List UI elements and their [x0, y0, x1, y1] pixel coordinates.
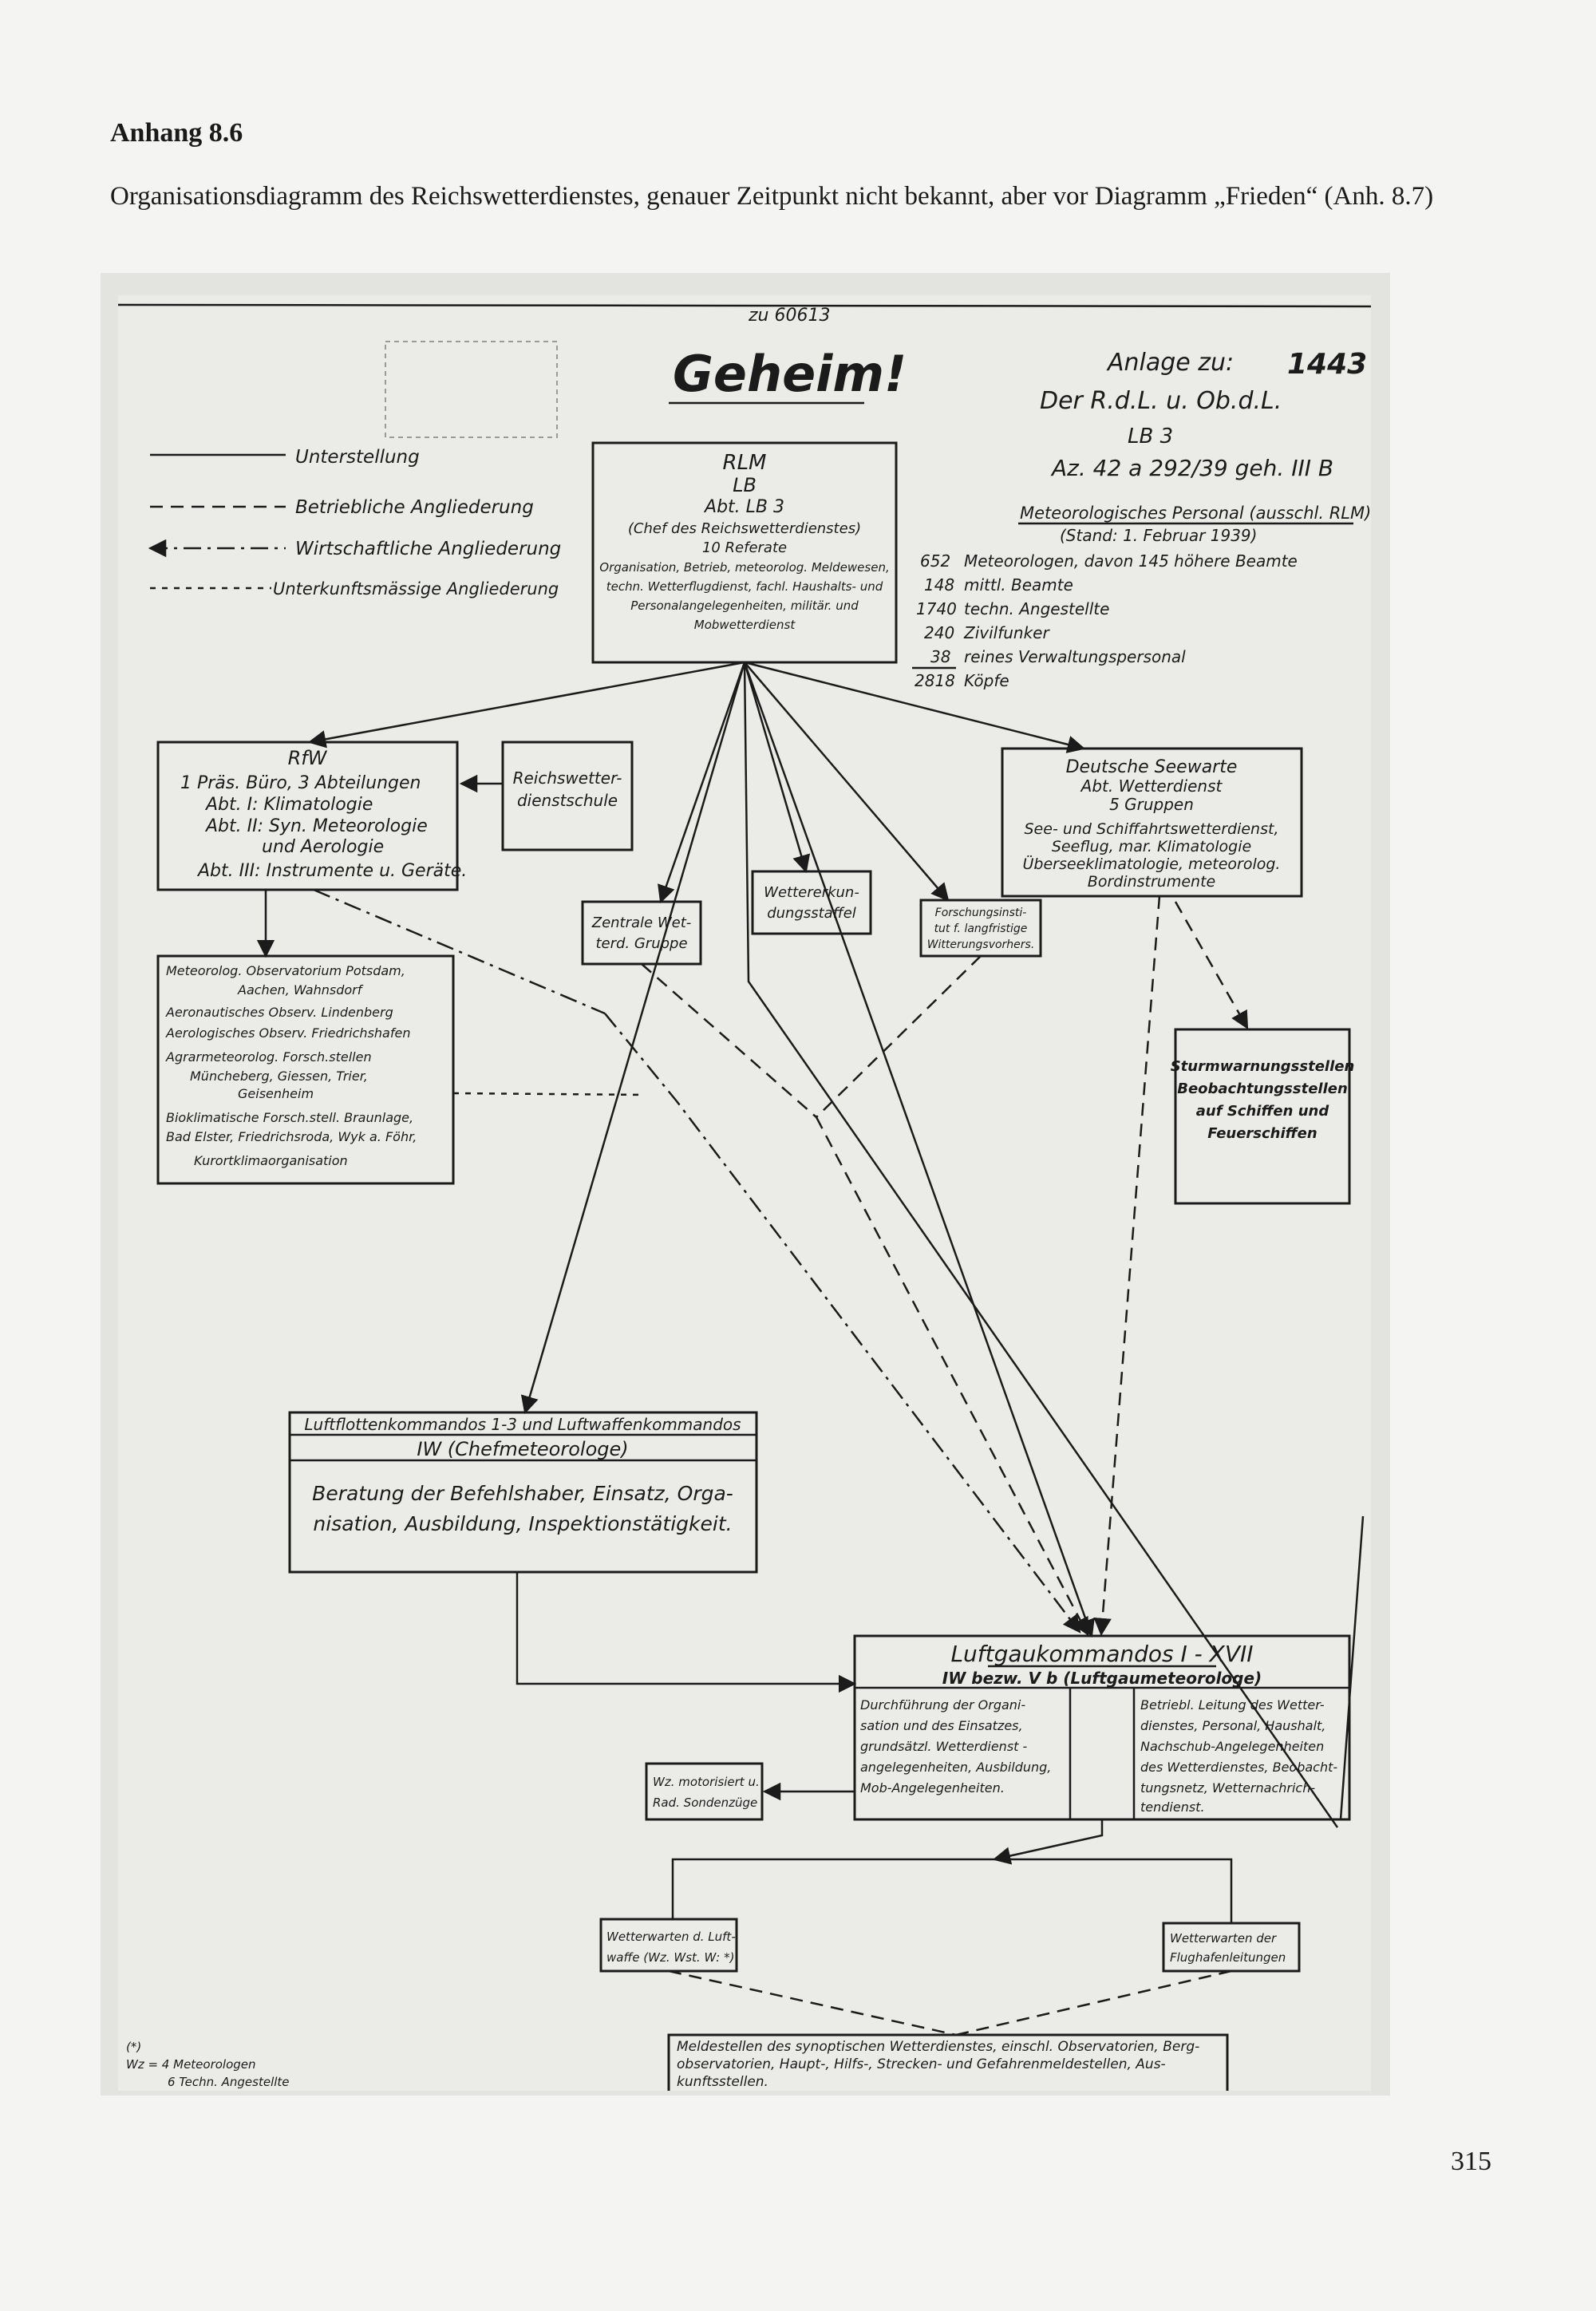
svg-text:terd. Gruppe: terd. Gruppe	[595, 935, 688, 952]
svg-text:Köpfe: Köpfe	[964, 671, 1009, 690]
svg-text:1740: 1740	[916, 599, 957, 618]
svg-text:IW (Chefmeteorologe): IW (Chefmeteorologe)	[417, 1438, 629, 1460]
svg-text:mittl. Beamte: mittl. Beamte	[964, 575, 1073, 595]
svg-text:Wetterwarten der: Wetterwarten der	[1170, 1931, 1277, 1946]
svg-text:5 Gruppen: 5 Gruppen	[1109, 795, 1194, 814]
svg-text:Wetterwarten d. Luft-: Wetterwarten d. Luft-	[606, 1930, 736, 1944]
line-rlm-zentrale	[661, 662, 745, 902]
svg-text:Mobwetterdienst: Mobwetterdienst	[693, 618, 796, 632]
svg-text:Witterungsvorhers.: Witterungsvorhers.	[926, 938, 1035, 951]
svg-text:Reichswetter-: Reichswetter-	[512, 768, 622, 788]
document-top-rule	[118, 305, 1371, 306]
svg-text:Beobachtungsstellen: Beobachtungsstellen	[1177, 1080, 1348, 1097]
svg-text:148: 148	[924, 575, 955, 595]
svg-text:Aeronautisches Observ. Lindenb: Aeronautisches Observ. Lindenberg	[166, 1005, 393, 1020]
svg-text:Bordinstrumente: Bordinstrumente	[1087, 873, 1216, 891]
luftgau-title: Luftgaukommandos I - XVII	[950, 1641, 1254, 1667]
svg-text:Forschungsinsti-: Forschungsinsti-	[934, 907, 1027, 919]
legend-label-wirtschaftlich: Wirtschaftliche Angliederung	[295, 539, 562, 559]
organization-diagram	[118, 295, 1371, 2091]
svg-text:Müncheberg, Giessen, Trier,: Müncheberg, Giessen, Trier,	[190, 1069, 368, 1084]
svg-text:dienstes, Personal, Haushalt,: dienstes, Personal, Haushalt,	[1140, 1718, 1326, 1733]
line-bracket-wetterwarten	[673, 1859, 1231, 1923]
wettererkundungsstaffel-box	[753, 871, 871, 934]
file-mark: zu 60613	[749, 306, 831, 326]
svg-text:Nachschub-Angelegenheiten: Nachschub-Angelegenheiten	[1140, 1739, 1325, 1754]
sondenzuege-box	[646, 1764, 762, 1819]
legend-label-betrieblich: Betriebliche Angliederung	[295, 497, 534, 518]
rfw-box	[158, 742, 467, 890]
svg-text:nisation, Ausbildung, Inspekti: nisation, Ausbildung, Inspektionstätigkeit.	[313, 1512, 733, 1535]
svg-text:tungsnetz, Wetternachrich-: tungsnetz, Wetternachrich-	[1140, 1780, 1316, 1795]
rlm-box	[593, 443, 896, 662]
svg-text:Meldestellen des synoptischen: Meldestellen des synoptischen Wetterdienstes, einschl. Observatorien, Berg-	[677, 2039, 1200, 2055]
line-rlm-forschung	[745, 662, 948, 900]
svg-text:Feuerschiffen: Feuerschiffen	[1207, 1125, 1317, 1142]
svg-text:Abt. LB 3: Abt. LB 3	[705, 497, 784, 517]
svg-text:(Chef des Reichswetterdienstes: (Chef des Reichswetterdienstes)	[627, 520, 862, 537]
svg-text:auf Schiffen und: auf Schiffen und	[1195, 1103, 1329, 1120]
figure-caption: Organisationsdiagramm des Reichswetterdienstes, genauer Zeitpunkt nicht bekannt, aber vor Diagramm „Frieden“ (Anh. 8.7)	[110, 182, 1434, 211]
svg-text:Aerologisches Observ. Friedric: Aerologisches Observ. Friedrichshafen	[166, 1025, 411, 1041]
svg-text:38: 38	[930, 647, 951, 666]
svg-text:LB: LB	[733, 474, 757, 496]
zentrale-gruppe-box	[583, 902, 701, 964]
sturmwarnung-box	[1171, 1029, 1355, 1203]
legend-label-unterkunft: Unterkunftsmässige Angliederung	[273, 579, 559, 598]
svg-text:Meteorologen, davon 145 höhere: Meteorologen, davon 145 höhere Beamte	[964, 551, 1298, 571]
personnel-table	[912, 504, 1371, 690]
svg-text:observatorien, Haupt-, Hilfs-,: observatorien, Haupt-, Hilfs-, Strecken- und Gefahrenmeldestellen, Aus-	[677, 2056, 1166, 2072]
svg-text:techn. Wetterflugdienst, fachl: techn. Wetterflugdienst, fachl. Haushalts- und	[606, 579, 883, 594]
svg-text:und Aerologie: und Aerologie	[262, 837, 385, 857]
svg-text:10 Referate: 10 Referate	[701, 539, 788, 556]
svg-text:Abt. I: Klimatologie: Abt. I: Klimatologie	[206, 795, 373, 815]
svg-text:waffe (Wz. Wst. W: *): waffe (Wz. Wst. W: *)	[606, 1950, 735, 1965]
forschungsinstitut-box	[921, 900, 1041, 956]
line-observ-unterkunft	[453, 1093, 645, 1095]
svg-text:Organisation, Betrieb, meteoro: Organisation, Betrieb, meteorolog. Meldewesen,	[599, 560, 890, 575]
svg-text:tut f. langfristige: tut f. langfristige	[934, 922, 1028, 935]
personnel-rows	[912, 551, 1298, 690]
svg-text:tendienst.: tendienst.	[1140, 1799, 1205, 1815]
svg-text:Bioklimatische Forsch.stell. B: Bioklimatische Forsch.stell. Braunlage,	[166, 1110, 414, 1125]
luftflottenkommandos-box	[290, 1412, 757, 1572]
line-seewarte-luftgau	[1101, 896, 1159, 1634]
svg-text:Der R.d.L. u. Ob.d.L.: Der R.d.L. u. Ob.d.L.	[1040, 387, 1282, 415]
svg-text:Seeflug, mar. Klimatologie: Seeflug, mar. Klimatologie	[1051, 838, 1252, 855]
svg-text:RLM: RLM	[722, 451, 767, 475]
wetterdienstschule-box	[503, 742, 632, 850]
svg-text:Aachen, Wahnsdorf: Aachen, Wahnsdorf	[238, 982, 362, 997]
svg-text:Abt. Wetterdienst: Abt. Wetterdienst	[1080, 776, 1223, 796]
secret-stamp: Geheim!	[673, 345, 907, 403]
svg-text:Zivilfunker: Zivilfunker	[964, 623, 1049, 642]
svg-text:1 Präs. Büro, 3 Abteilungen: 1 Präs. Büro, 3 Abteilungen	[180, 773, 421, 793]
svg-text:Abt. II: Syn. Meteorologie: Abt. II: Syn. Meteorologie	[206, 816, 428, 836]
seewarte-box	[1002, 749, 1302, 896]
svg-text:Az. 42 a 292/39 geh. III B: Az. 42 a 292/39 geh. III B	[1052, 455, 1334, 481]
svg-text:Rad. Sondenzüge: Rad. Sondenzüge	[653, 1795, 758, 1810]
received-stamp	[385, 342, 557, 437]
scanned-document	[101, 273, 1390, 2096]
svg-text:240: 240	[924, 623, 955, 642]
legend	[150, 447, 561, 598]
svg-text:LB 3: LB 3	[1128, 425, 1174, 448]
personnel-title: Meteorologisches Personal (ausschl. RLM)	[1020, 504, 1371, 523]
svg-text:Durchführung der Organi-: Durchführung der Organi-	[860, 1697, 1026, 1713]
svg-text:grundsätzl. Wetterdienst -: grundsätzl. Wetterdienst -	[860, 1739, 1028, 1754]
svg-text:techn. Angestellte: techn. Angestellte	[964, 599, 1110, 618]
svg-text:Abt. III: Instrumente u. Gerät: Abt. III: Instrumente u. Geräte.	[198, 861, 468, 881]
svg-text:See- und Schiffahrtswetterdien: See- und Schiffahrtswetterdienst,	[1024, 820, 1279, 838]
svg-text:Sturmwarnungsstellen: Sturmwarnungsstellen	[1170, 1058, 1355, 1075]
svg-text:kunftsstellen.: kunftsstellen.	[677, 2074, 768, 2090]
legend-label-unterstellung: Unterstellung	[295, 447, 420, 468]
personnel-date: (Stand: 1. Februar 1939)	[1060, 526, 1258, 545]
svg-text:Deutsche Seewarte: Deutsche Seewarte	[1065, 757, 1238, 777]
svg-text:angelegenheiten, Ausbildung,: angelegenheiten, Ausbildung,	[860, 1760, 1052, 1775]
svg-text:Luftflottenkommandos 1-3 und L: Luftflottenkommandos 1-3 und Luftwaffenkommandos	[304, 1415, 741, 1434]
svg-text:Anlage zu:: Anlage zu:	[1108, 349, 1235, 377]
footnote	[126, 2040, 290, 2089]
svg-text:Überseeklimatologie, meteorolo: Überseeklimatologie, meteorolog.	[1022, 855, 1281, 873]
wetterwarten-flughafen-box	[1163, 1923, 1299, 1971]
line-join-luftgau	[816, 1117, 1088, 1634]
line-luftgau-down	[994, 1819, 1102, 1859]
luftgaukommandos-box	[855, 1636, 1349, 1819]
svg-text:Beratung der Befehlshaber, Ein: Beratung der Befehlshaber, Einsatz, Orga-	[312, 1482, 733, 1505]
svg-text:dienstschule: dienstschule	[516, 791, 618, 810]
line-ww-lw-melde	[669, 1971, 956, 2035]
svg-text:des Wetterdienstes, Beobacht-: des Wetterdienstes, Beobacht-	[1140, 1760, 1338, 1775]
svg-text:Betriebl. Leitung des Wetter-: Betriebl. Leitung des Wetter-	[1140, 1697, 1325, 1713]
svg-text:652: 652	[920, 551, 951, 571]
svg-text:Bad Elster, Friedrichsroda, Wy: Bad Elster, Friedrichsroda, Wyk a. Föhr,	[166, 1129, 417, 1144]
svg-text:dungsstaffel: dungsstaffel	[767, 905, 856, 922]
svg-text:6 Techn. Angestellte: 6 Techn. Angestellte	[168, 2075, 290, 2089]
svg-text:Wz. motorisiert u.: Wz. motorisiert u.	[653, 1775, 760, 1789]
svg-text:RfW: RfW	[287, 747, 327, 769]
luftgau-subtitle: IW bezw. V b (Luftgaumeteorologe)	[942, 1669, 1262, 1688]
svg-text:(*): (*)	[126, 2040, 142, 2054]
number-stamp: 1443	[1287, 348, 1368, 381]
svg-text:Agrarmeteorolog. Forsch.stelle: Agrarmeteorolog. Forsch.stellen	[166, 1049, 372, 1065]
svg-text:Meteorolog. Observatorium Pots: Meteorolog. Observatorium Potsdam,	[166, 963, 405, 978]
wetterwarten-luftwaffe-box	[601, 1919, 737, 1971]
page-number: 315	[1451, 2147, 1491, 2176]
svg-text:reines Verwaltungspersonal: reines Verwaltungspersonal	[964, 647, 1186, 666]
svg-text:Mob-Angelegenheiten.: Mob-Angelegenheiten.	[860, 1780, 1005, 1795]
line-rlm-erkundung	[745, 662, 806, 871]
svg-text:Wettererkun-: Wettererkun-	[764, 884, 859, 901]
line-luftflotten-luftgau	[517, 1572, 855, 1684]
annex-heading: Anhang 8.6	[110, 118, 243, 148]
observatorien-box	[158, 956, 453, 1183]
svg-text:Geisenheim: Geisenheim	[238, 1086, 314, 1101]
svg-text:Kurortklimaorganisation: Kurortklimaorganisation	[194, 1153, 348, 1168]
line-rlm-rfw	[310, 662, 745, 742]
svg-text:sation und des Einsatzes,: sation und des Einsatzes,	[860, 1718, 1023, 1733]
svg-text:Personalangelegenheiten, milit: Personalangelegenheiten, militär. und	[630, 598, 859, 613]
line-ww-fh-melde	[956, 1971, 1231, 2035]
document-sheet	[118, 295, 1371, 2091]
svg-text:Wz = 4 Meteorologen: Wz = 4 Meteorologen	[126, 2057, 256, 2072]
svg-text:Flughafenleitungen: Flughafenleitungen	[1170, 1950, 1286, 1965]
line-seewarte-sturm	[1175, 902, 1247, 1028]
svg-text:Zentrale Wet-: Zentrale Wet-	[591, 915, 692, 931]
meldestellen-box	[669, 2035, 1227, 2091]
svg-text:2818: 2818	[915, 671, 955, 690]
